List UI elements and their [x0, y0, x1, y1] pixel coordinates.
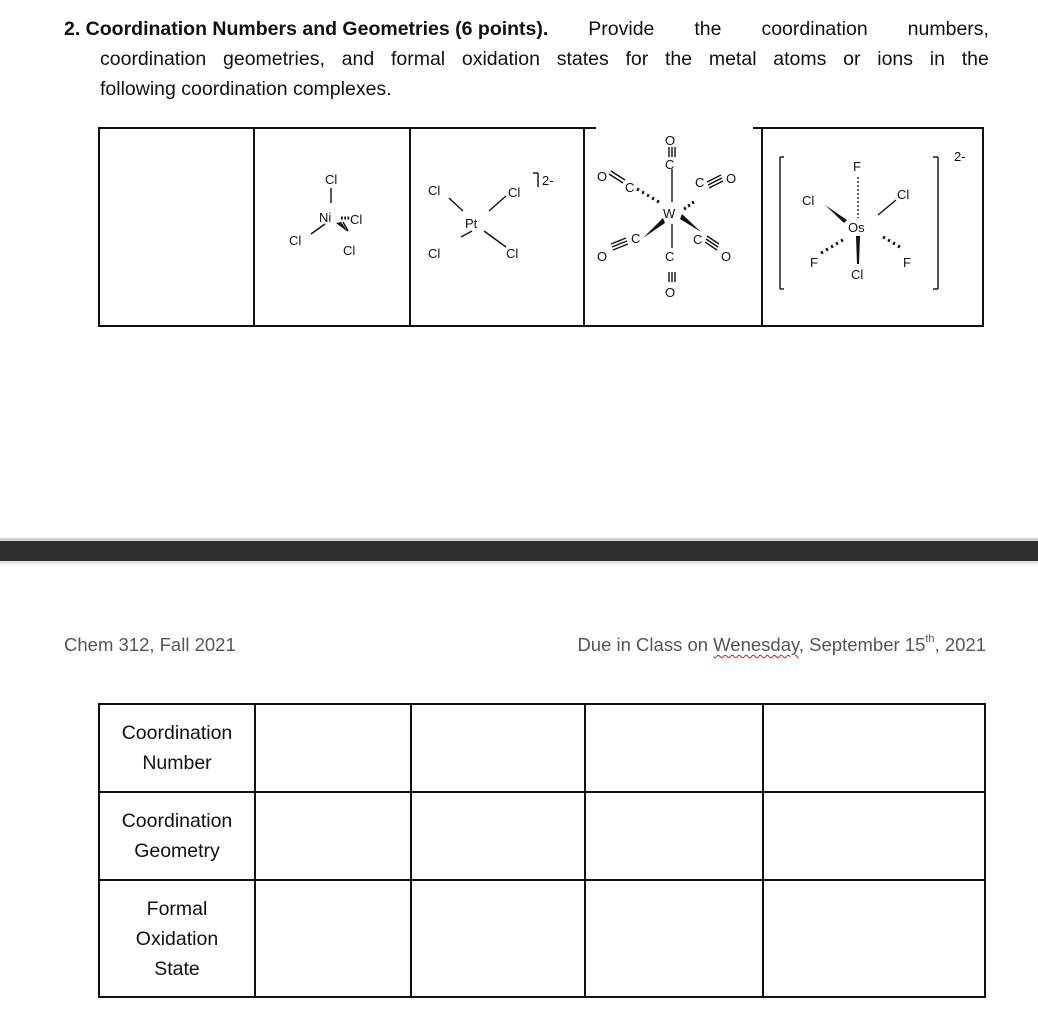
svg-text:C: C: [625, 180, 635, 195]
table-row: [99, 792, 985, 880]
svg-text:O: O: [665, 133, 676, 148]
answer-cell[interactable]: [255, 704, 411, 792]
svg-text:O: O: [726, 171, 737, 186]
nickel-complex-structure: [255, 127, 409, 327]
table-row: [99, 880, 985, 997]
svg-text:Pt: Pt: [465, 216, 478, 231]
svg-text:C: C: [665, 249, 675, 264]
answer-cell[interactable]: [763, 704, 985, 792]
svg-text:C: C: [695, 175, 705, 190]
svg-text:F: F: [853, 159, 861, 174]
complex-structures-table: [98, 127, 984, 327]
question-line-2: coordination geometries, and formal oxidation states for the metal atoms or ions in the: [100, 48, 989, 70]
svg-text:Ni: Ni: [319, 210, 332, 225]
svg-text:Os: Os: [848, 220, 865, 235]
spelling-error-word: Wenesday: [713, 634, 799, 655]
svg-text:Cl: Cl: [851, 267, 864, 282]
svg-text:C: C: [693, 232, 703, 247]
svg-text:O: O: [665, 285, 676, 300]
svg-text:F: F: [810, 255, 818, 270]
svg-text:2-: 2-: [542, 173, 554, 188]
svg-text:O: O: [597, 249, 608, 264]
svg-text:Cl: Cl: [428, 246, 441, 261]
question-line-1: 2. Coordination Numbers and Geometries (6 points). Provide the coordination numbers,: [64, 14, 989, 44]
page-break-bottom-edge: [0, 561, 1038, 564]
answer-cell[interactable]: [585, 704, 763, 792]
svg-text:O: O: [597, 169, 608, 184]
answer-cell[interactable]: [255, 792, 411, 880]
svg-text:Cl: Cl: [802, 193, 815, 208]
answer-cell[interactable]: [255, 880, 411, 997]
svg-text:2-: 2-: [954, 149, 966, 164]
svg-text:Cl: Cl: [350, 212, 363, 227]
answer-cell[interactable]: [585, 792, 763, 880]
svg-text:Cl: Cl: [289, 233, 302, 248]
row-label-coordination-geometry: Coordination Geometry: [99, 792, 255, 880]
svg-text:O: O: [721, 249, 732, 264]
row-label-formal-oxidation-state: Formal Oxidation State: [99, 880, 255, 997]
svg-text:Cl: Cl: [343, 243, 356, 258]
answer-cell[interactable]: [585, 880, 763, 997]
page-break-bar: [0, 541, 1038, 561]
answer-cell[interactable]: [763, 792, 985, 880]
answer-cell[interactable]: [763, 880, 985, 997]
platinum-complex-structure: [411, 127, 583, 327]
table-row: [99, 704, 985, 792]
tungsten-carbonyl-structure: [585, 127, 761, 327]
svg-text:Cl: Cl: [897, 187, 910, 202]
answer-cell[interactable]: [411, 704, 585, 792]
svg-text:C: C: [631, 231, 641, 246]
svg-text:Cl: Cl: [325, 172, 338, 187]
question-prompt: [64, 14, 989, 104]
answer-cell[interactable]: [411, 880, 585, 997]
svg-text:C: C: [665, 157, 675, 172]
svg-text:F: F: [903, 255, 911, 270]
osmium-complex-structure: [763, 127, 982, 327]
answer-table: [98, 703, 986, 998]
due-date-header: Due in Class on Wenesday, September 15th, 2021: [577, 632, 986, 655]
answer-cell[interactable]: [411, 792, 585, 880]
course-header: Chem 312, Fall 2021: [64, 634, 236, 655]
empty-cell: [100, 129, 253, 325]
question-line-3: following coordination complexes.: [100, 78, 392, 100]
question-title: 2. Coordination Numbers and Geometries (6 points).: [64, 18, 549, 40]
svg-text:W: W: [663, 206, 676, 221]
svg-text:Cl: Cl: [506, 246, 519, 261]
svg-text:Cl: Cl: [428, 183, 441, 198]
row-label-coordination-number: Coordination Number: [99, 704, 255, 792]
svg-text:Cl: Cl: [508, 185, 521, 200]
